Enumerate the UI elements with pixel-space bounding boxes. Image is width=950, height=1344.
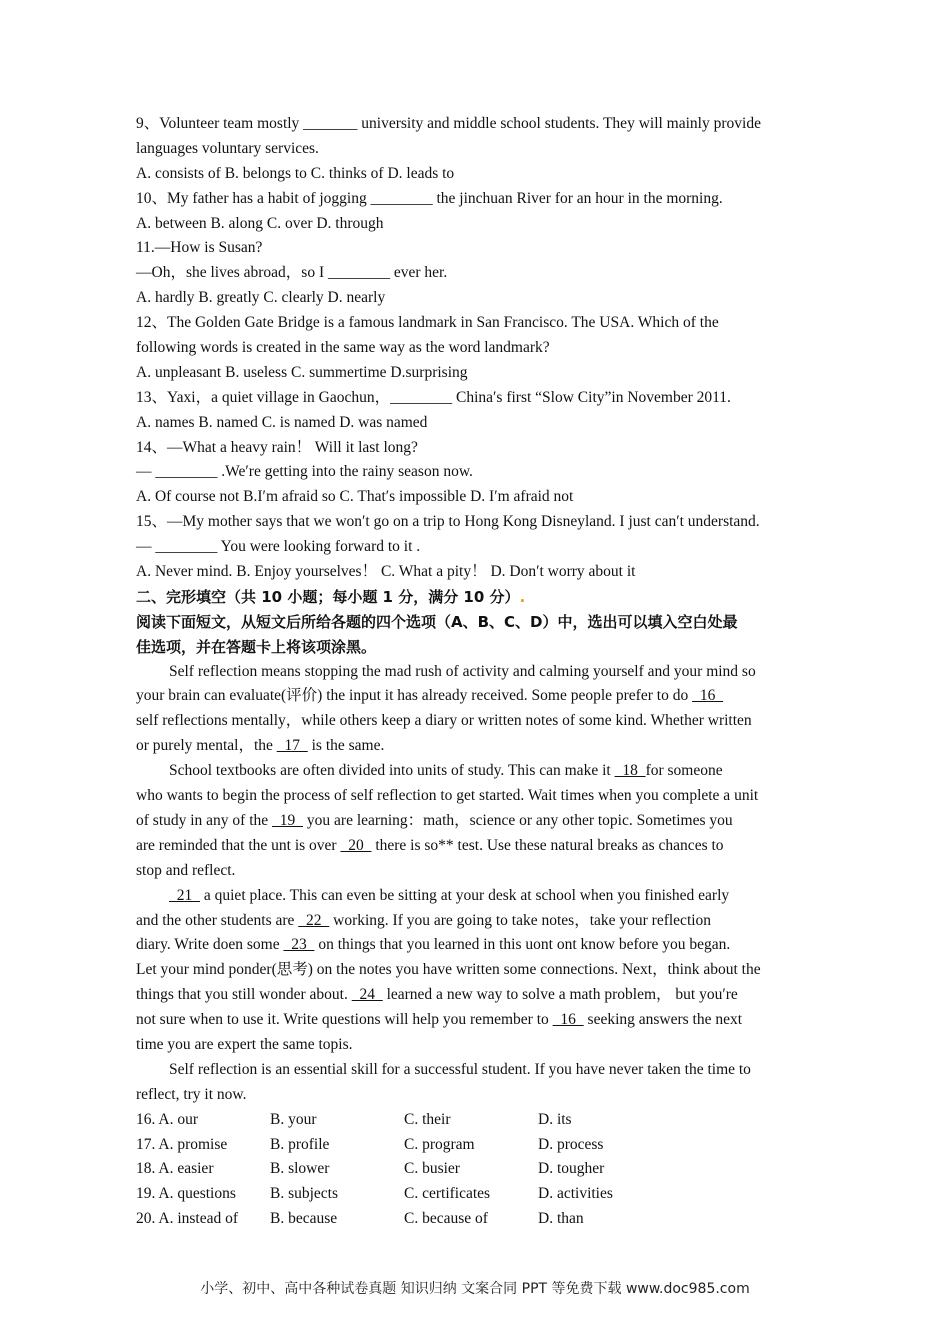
passage-text: and the other students are bbox=[136, 911, 299, 929]
question-12-line-1: 12、The Golden Gate Bridge is a famous landmark in San Francisco. The USA. Which of the bbox=[136, 314, 719, 332]
question-11-options: A. hardly B. greatly C. clearly D. nearly bbox=[136, 289, 386, 307]
option-20-d: D. than bbox=[538, 1210, 584, 1228]
passage-text: School textbooks are often divided into units of study. This can make it bbox=[169, 762, 615, 780]
option-17-a: 17. A. promise bbox=[136, 1135, 228, 1153]
blank-number: 16 bbox=[552, 1011, 584, 1029]
option-18-c: C. busier bbox=[404, 1160, 460, 1178]
passage-p1-line-1: Self reflection means stopping the mad rush of activity and calming yourself and your mind so bbox=[169, 662, 756, 680]
passage-text: things that you still wonder about. bbox=[136, 986, 352, 1004]
question-9-line-1: 9、Volunteer team mostly _______ university and middle school students. They will mainly provide bbox=[136, 115, 761, 132]
question-9-line-2: languages voluntary services. bbox=[136, 139, 319, 157]
question-15-line-2: — ________ You were looking forward to it . bbox=[136, 538, 421, 556]
blank-number: 21 bbox=[169, 886, 200, 904]
page-content bbox=[136, 112, 816, 1232]
passage-text: a quiet place. This can even be sitting at your desk at school when you finished early bbox=[200, 886, 730, 904]
footer-text: 小学、初中、高中各种试卷真题 知识归纳 文案合同 PPT 等免费下载 www.doc985.com bbox=[200, 1281, 750, 1297]
option-17-b: B. profile bbox=[270, 1135, 330, 1153]
passage-text: not sure when to use it. Write questions will help you remember to bbox=[136, 1011, 553, 1029]
question-15-options: A. Never mind. B. Enjoy yourselves！ C. What a pity！ D. Don′t worry about it bbox=[136, 563, 636, 581]
option-20-c: C. because of bbox=[404, 1210, 488, 1228]
passage-text: seeking answers the next bbox=[583, 1011, 743, 1029]
option-20-b: B. because bbox=[270, 1210, 338, 1228]
option-17-d: D. process bbox=[538, 1135, 604, 1153]
question-11-line-1: 11.—How is Susan? bbox=[136, 239, 263, 257]
passage-text: on things that you learned in this uont ont know before you began. bbox=[314, 936, 731, 954]
section-2-heading bbox=[136, 585, 816, 610]
question-13-options: A. names B. named C. is named D. was named bbox=[136, 413, 428, 431]
options-row-16 bbox=[136, 1108, 816, 1133]
section-2-heading-text: 二、完形填空（共 10 小题；每小题 1 分，满分 10 分） bbox=[136, 587, 520, 606]
passage-text: are reminded that the unt is over bbox=[136, 836, 341, 854]
passage-text: your brain can evaluate(评价) the input it has already received. Some people prefer to do bbox=[136, 687, 693, 705]
passage-text: for someone bbox=[645, 762, 723, 780]
question-13-line-1: 13、Yaxi，a quiet village in Gaochun，________ China′s first “Slow City”in November 2011. bbox=[136, 388, 731, 406]
option-19-a: 19. A. questions bbox=[136, 1185, 236, 1203]
passage-text: learned a new way to solve a math problem， but you′re bbox=[382, 986, 738, 1004]
option-16-a: 16. A. our bbox=[136, 1110, 198, 1128]
passage-text: is the same. bbox=[307, 737, 385, 755]
passage-p4-line-1: Self reflection is an essential skill for a successful student. If you have never taken the time to bbox=[169, 1060, 751, 1078]
question-9-options: A. consists of B. belongs to C. thinks of D. leads to bbox=[136, 164, 455, 182]
blank-number: 19 bbox=[272, 811, 304, 829]
blank-number: 24 bbox=[351, 986, 383, 1004]
question-14-line-1: 14、—What a heavy rain！ Will it last long? bbox=[136, 438, 418, 456]
blank-number: 23 bbox=[283, 936, 315, 954]
section-2-instruction-2: 佳选项，并在答题卡上将该项涂黑。 bbox=[136, 637, 377, 656]
option-19-d: D. activities bbox=[538, 1185, 613, 1203]
passage-p2-line-4 bbox=[136, 834, 816, 859]
passage-text: you are learning：math，science or any other topic. Sometimes you bbox=[303, 811, 733, 829]
options-row-19 bbox=[136, 1182, 816, 1207]
option-17-c: C. program bbox=[404, 1135, 475, 1153]
passage-p3-line-2 bbox=[136, 909, 816, 934]
passage-p3-line-4: Let your mind ponder(思考) on the notes you have written some connections. Next，think about the bbox=[136, 961, 761, 979]
question-12-line-2: following words is created in the same way as the word landmark? bbox=[136, 339, 550, 357]
question-14-line-2: — ________ .We′re getting into the rainy season now. bbox=[136, 463, 473, 481]
option-16-d: D. its bbox=[538, 1110, 572, 1128]
option-19-b: B. subjects bbox=[270, 1185, 339, 1203]
passage-p3-line-6 bbox=[136, 1008, 816, 1033]
passage-p3-line-7: time you are expert the same topis. bbox=[136, 1035, 353, 1053]
passage-p3-line-3 bbox=[136, 933, 816, 958]
option-20-a: 20. A. instead of bbox=[136, 1210, 239, 1228]
question-10-line-1: 10、My father has a habit of jogging ________ the jinchuan River for an hour in the morning. bbox=[136, 189, 723, 207]
passage-p3-line-5 bbox=[136, 983, 816, 1008]
passage-p2-line-5: stop and reflect. bbox=[136, 861, 236, 879]
passage-p2-line-2: who wants to begin the process of self reflection to get started. Wait times when you complete a unit bbox=[136, 787, 759, 805]
section-2-instruction-1: 阅读下面短文，从短文后所给各题的四个选项（A、B、C、D）中，选出可以填入空白处最 bbox=[136, 612, 738, 631]
passage-p2-line-1 bbox=[136, 759, 816, 784]
question-11-line-2: —Oh，she lives abroad，so I ________ ever her. bbox=[136, 264, 448, 282]
question-10-options: A. between B. along C. over D. through bbox=[136, 214, 384, 232]
options-row-17 bbox=[136, 1133, 816, 1158]
option-16-b: B. your bbox=[270, 1110, 317, 1128]
passage-p1-line-2 bbox=[136, 684, 816, 709]
passage-text: or purely mental，the bbox=[136, 737, 277, 755]
blank-number: 22 bbox=[298, 911, 330, 929]
option-18-d: D. tougher bbox=[538, 1160, 605, 1178]
passage-text: working. If you are going to take notes，take your reflection bbox=[329, 911, 712, 929]
option-18-b: B. slower bbox=[270, 1160, 330, 1178]
passage-p2-line-3 bbox=[136, 809, 816, 834]
question-14-options: A. Of course not B.I′m afraid so C. That′s impossible D. I′m afraid not bbox=[136, 488, 574, 506]
option-16-c: C. their bbox=[404, 1110, 451, 1128]
question-15-line-1: 15、—My mother says that we won′t go on a trip to Hong Kong Disneyland. I just can′t understand. bbox=[136, 513, 760, 531]
blank-number: 20 bbox=[340, 836, 372, 854]
options-row-18 bbox=[136, 1157, 816, 1182]
section-2-heading-dot: . bbox=[519, 587, 526, 606]
options-row-20 bbox=[136, 1207, 816, 1232]
passage-p1-line-3: self reflections mentally，while others keep a diary or written notes of some kind. Whether written bbox=[136, 712, 752, 730]
passage-text: there is so** test. Use these natural breaks as chances to bbox=[371, 836, 724, 854]
passage-text: diary. Write doen some bbox=[136, 936, 284, 954]
passage-p4-line-2: reflect, try it now. bbox=[136, 1085, 247, 1103]
passage-text: of study in any of the bbox=[136, 811, 273, 829]
passage-p1-line-4 bbox=[136, 734, 816, 759]
blank-number: 18 bbox=[614, 762, 646, 780]
passage-p3-line-1 bbox=[136, 884, 816, 909]
blank-number: 17 bbox=[276, 737, 308, 755]
option-19-c: C. certificates bbox=[404, 1185, 491, 1203]
question-12-options: A. unpleasant B. useless C. summertime D.surprising bbox=[136, 363, 468, 381]
blank-number: 16 bbox=[692, 687, 724, 705]
option-18-a: 18. A. easier bbox=[136, 1160, 214, 1178]
